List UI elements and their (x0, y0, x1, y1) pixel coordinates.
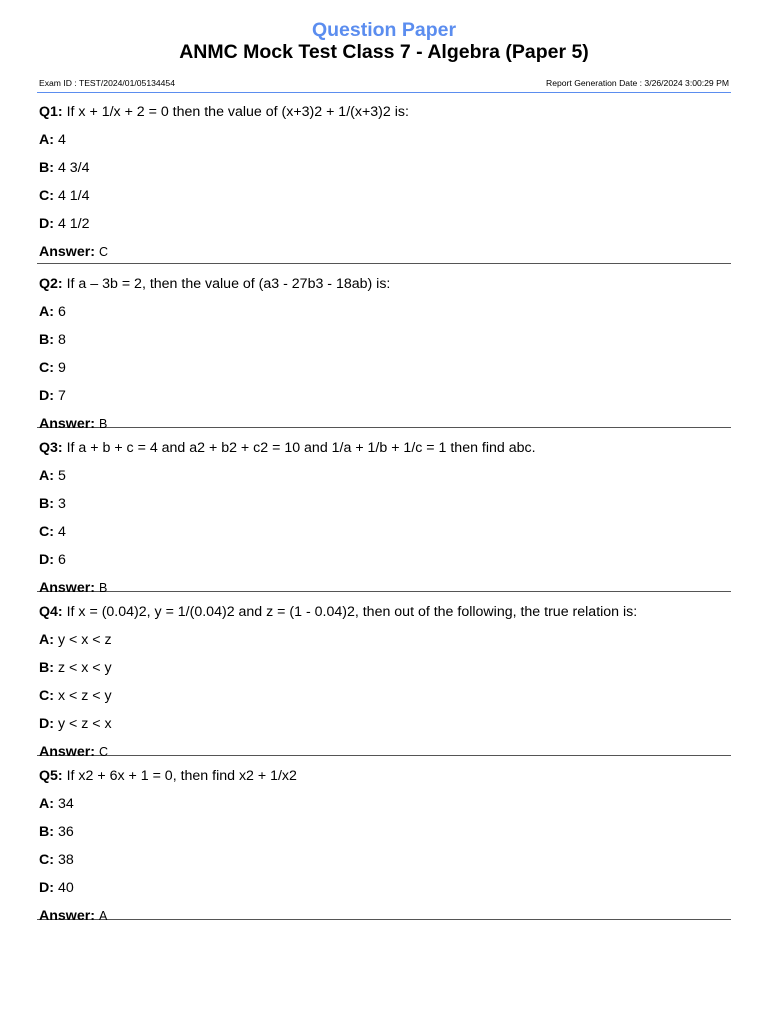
option-b (37, 495, 731, 523)
answer-value: B (98, 417, 108, 431)
question-text: If x = (0.04)2, y = 1/(0.04)2 and z = (1 - 0.04)2, then out of the following, the true relation is: (66, 604, 638, 620)
option-label: D: (39, 216, 54, 232)
option-label: C: (39, 360, 54, 376)
report-generation-date: Report Generation Date : 3/26/2024 3:00:29 PM (546, 78, 729, 88)
option-value: 36 (57, 824, 74, 840)
option-value: 9 (57, 360, 66, 376)
option-a (37, 131, 731, 159)
option-b (37, 823, 731, 851)
option-value: x < z < y (57, 688, 112, 704)
option-d (37, 551, 731, 579)
answer-label: Answer: (39, 908, 95, 924)
option-value: 3 (57, 496, 66, 512)
option-a (37, 467, 731, 495)
answer-value: C (98, 245, 108, 259)
option-value: 4 (57, 524, 66, 540)
option-label: B: (39, 160, 54, 176)
option-value: y < x < z (57, 632, 112, 648)
option-label: B: (39, 824, 54, 840)
exam-id: Exam ID : TEST/2024/01/05134454 (39, 78, 175, 88)
option-label: C: (39, 524, 54, 540)
option-value: 4 1/4 (57, 188, 90, 204)
option-d (37, 715, 731, 743)
question-text-row (37, 767, 731, 795)
option-b (37, 331, 731, 359)
question-block-2 (37, 264, 731, 432)
option-value: 34 (57, 796, 74, 812)
option-label: B: (39, 660, 54, 676)
option-c (37, 523, 731, 551)
question-list (37, 93, 731, 924)
option-label: D: (39, 880, 54, 896)
option-c (37, 187, 731, 215)
meta-row (37, 78, 731, 93)
page-title: Question Paper (311, 19, 457, 41)
option-value: 4 (57, 132, 66, 148)
option-b (37, 659, 731, 687)
option-value: z < x < y (57, 660, 112, 676)
answer-value: A (98, 909, 108, 923)
question-text-row (37, 275, 731, 303)
option-c (37, 359, 731, 387)
question-block-3 (37, 428, 731, 596)
paper-subtitle: ANMC Mock Test Class 7 - Algebra (Paper 5) (179, 41, 589, 63)
question-paper-page (37, 0, 731, 924)
option-label: B: (39, 496, 54, 512)
answer-label: Answer: (39, 244, 95, 260)
question-block-1 (37, 93, 731, 264)
option-value: y < z < x (57, 716, 112, 732)
option-label: D: (39, 716, 54, 732)
option-b (37, 159, 731, 187)
question-number: Q4: (39, 604, 63, 620)
option-value: 4 1/2 (57, 216, 90, 232)
option-label: A: (39, 632, 54, 648)
option-value: 5 (57, 468, 66, 484)
option-value: 6 (57, 304, 66, 320)
question-text: If a + b + c = 4 and a2 + b2 + c2 = 10 and 1/a + 1/b + 1/c = 1 then find abc. (66, 440, 536, 456)
option-value: 7 (57, 388, 66, 404)
answer-label: Answer: (39, 580, 95, 596)
answer-label: Answer: (39, 416, 95, 432)
option-label: D: (39, 552, 54, 568)
option-value: 38 (57, 852, 74, 868)
option-value: 4 3/4 (57, 160, 90, 176)
answer-value: C (98, 745, 108, 759)
option-label: C: (39, 852, 54, 868)
option-a (37, 631, 731, 659)
answer-value: B (98, 581, 108, 595)
option-a (37, 795, 731, 823)
answer-label: Answer: (39, 744, 95, 760)
option-label: C: (39, 688, 54, 704)
answer-row (37, 907, 731, 929)
option-d (37, 879, 731, 907)
option-c (37, 851, 731, 879)
option-value: 8 (57, 332, 66, 348)
option-label: A: (39, 132, 54, 148)
option-value: 40 (57, 880, 74, 896)
option-label: A: (39, 304, 54, 320)
option-label: C: (39, 188, 54, 204)
question-text: If x + 1/x + 2 = 0 then the value of (x+3)2 + 1/(x+3)2 is: (66, 104, 409, 120)
answer-row (37, 243, 731, 265)
option-label: A: (39, 796, 54, 812)
option-d (37, 387, 731, 415)
option-label: D: (39, 388, 54, 404)
question-block-5 (37, 756, 731, 924)
option-c (37, 687, 731, 715)
question-number: Q3: (39, 440, 63, 456)
option-d (37, 215, 731, 243)
question-text: If a – 3b = 2, then the value of (a3 - 27b3 - 18ab) is: (66, 276, 391, 292)
question-block-4 (37, 592, 731, 760)
question-number: Q1: (39, 104, 63, 120)
question-text-row (37, 603, 731, 631)
question-number: Q5: (39, 768, 63, 784)
option-a (37, 303, 731, 331)
question-text-row (37, 103, 731, 131)
question-text: If x2 + 6x + 1 = 0, then find x2 + 1/x2 (66, 768, 297, 784)
option-label: B: (39, 332, 54, 348)
question-text-row (37, 439, 731, 467)
option-label: A: (39, 468, 54, 484)
option-value: 6 (57, 552, 66, 568)
question-number: Q2: (39, 276, 63, 292)
